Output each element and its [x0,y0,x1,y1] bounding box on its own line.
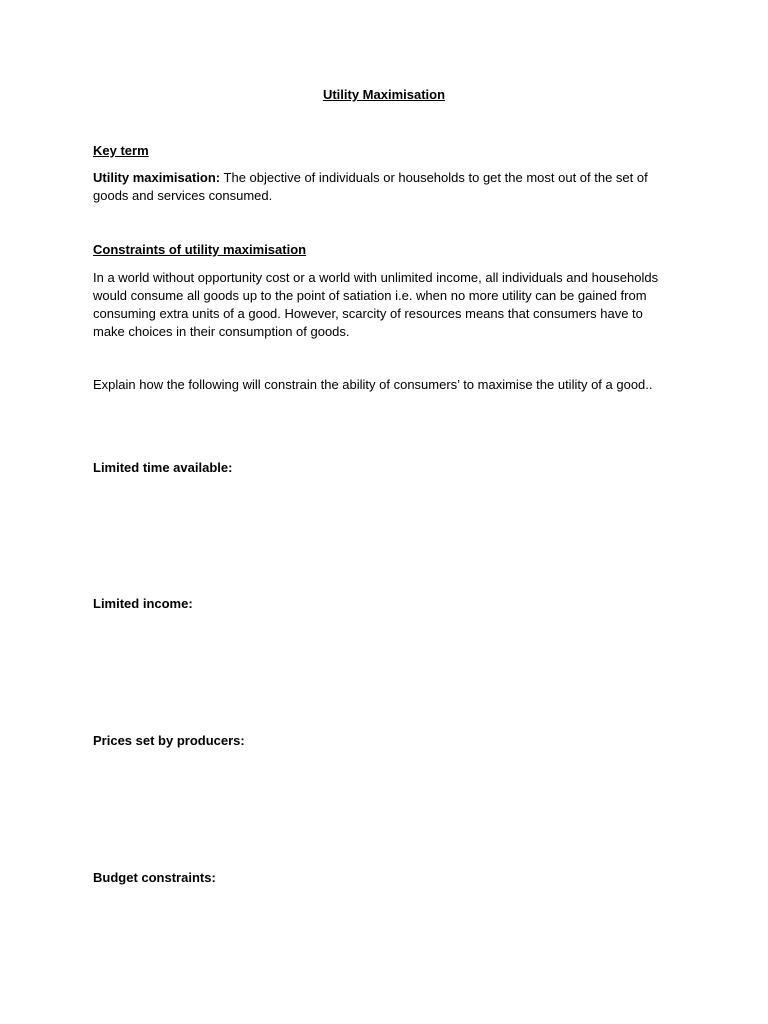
constraints-heading: Constraints of utility maximisation [93,242,307,257]
definition-paragraph [93,169,678,205]
definition-text: The objective of individuals or households to get the most out of the set of goods and services consumed. [93,170,648,203]
constraints-paragraph: In a world without opportunity cost or a world with unlimited income, all individuals and households would consume all goods up to the point of satiation i.e. when no more utility can be gained from consuming extra units of a good. However, scarcity of resources means that consumers have to make choices in their consumption of goods. [93,270,659,339]
question-budget-constraints: Budget constraints: [93,870,216,885]
question-limited-time: Limited time available: [93,460,233,475]
key-term-heading: Key term [93,143,149,158]
question-prices-set-by-producers: Prices set by producers: [93,733,245,748]
page-title: Utility Maximisation [322,87,446,102]
question-limited-income: Limited income: [93,596,193,611]
definition-term: Utility maximisation: [93,170,221,185]
instruction-text: Explain how the following will constrain the ability of consumers’ to maximise the utility of a good.. [93,377,653,392]
